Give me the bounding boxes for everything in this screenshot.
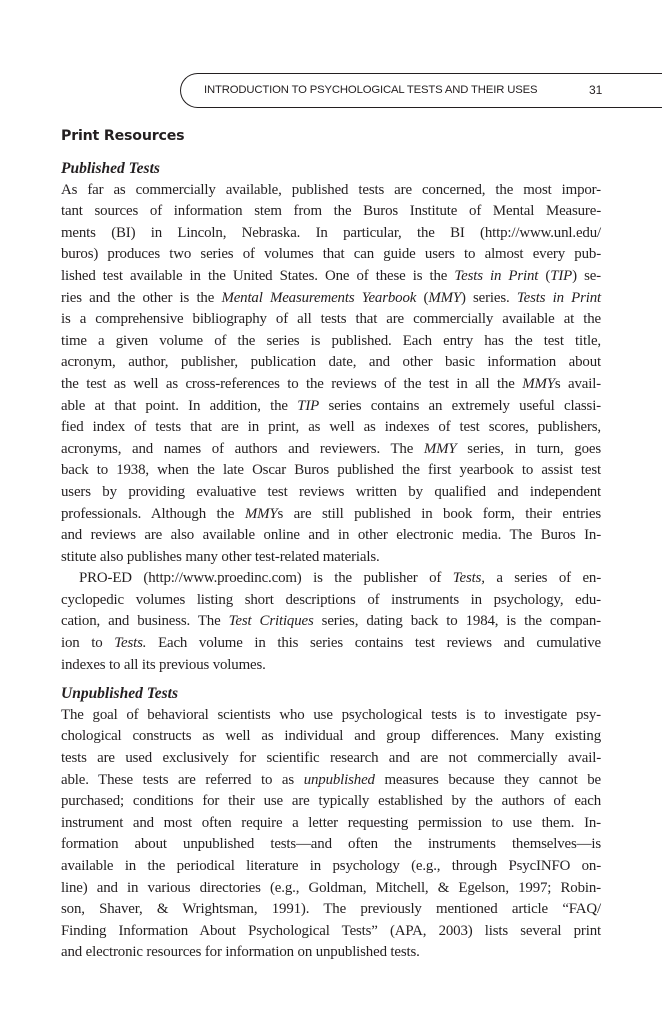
text-segment: buros) produces two series of volumes that can guide users to almost every pub- (61, 246, 601, 263)
running-head-title: INTRODUCTION TO PSYCHOLOGICAL TESTS AND THEIR USES (204, 84, 538, 96)
text-segment: line) and in various directories (e.g., Goldman, Mitchell, & Egelson, 1997; Robin- (61, 879, 601, 896)
text-segment: purchased; conditions for their use are typically established by the authors of each (61, 793, 601, 810)
text-line (61, 791, 601, 813)
text-segment: formation about unpublished tests—and often the instruments themselves—is (61, 836, 601, 853)
text-segment: ments (BI) in Lincoln, Nebraska. In particular, the BI (http://www.unl.edu/ (61, 224, 601, 241)
text-segment: PRO-ED (http://www.proedinc.com) is the publisher of (79, 570, 453, 587)
text-segment: acronym, author, publisher, publication date, and other basic information about (61, 354, 601, 371)
page-number: 31 (589, 83, 603, 97)
text-segment: lished test available in the United States. One of these is the (61, 267, 455, 284)
section-heading: Print Resources (61, 128, 185, 144)
italic-text: Tests, (452, 570, 485, 587)
text-segment: series contains an extremely useful classi- (319, 397, 601, 414)
text-line (61, 611, 601, 633)
text-line (61, 223, 601, 245)
text-segment: ) series. (460, 289, 517, 306)
text-line (61, 878, 601, 900)
text-line (61, 705, 601, 727)
paragraph (61, 180, 601, 569)
text-segment: fied index of tests that are in print, as well as indexes of test scores, publishers, (61, 419, 601, 436)
text-line (61, 482, 601, 504)
text-line (61, 856, 601, 878)
text-segment: instrument and most often require a letter requesting permission to use them. In- (61, 814, 601, 831)
text-line (61, 180, 601, 202)
italic-text: MMY (423, 440, 457, 457)
text-segment: ion to (61, 635, 115, 652)
text-segment: time a given volume of the series is published. Each entry has the test title, (61, 332, 601, 349)
text-segment: tests are used exclusively for scientific research and are not commercially avail- (61, 750, 601, 767)
italic-text: Tests in Print (516, 289, 602, 306)
italic-text: MMY (522, 375, 555, 392)
text-line (61, 568, 601, 590)
text-segment: stitute also publishes many other test-related materials. (61, 548, 380, 565)
text-line (61, 726, 601, 748)
text-segment: ries and the other is the (61, 289, 222, 306)
text-segment: available in the periodical literature in psychology (e.g., through PsycINFO on- (61, 858, 601, 874)
text-line (61, 352, 601, 374)
text-segment: ( (416, 289, 429, 306)
text-segment: measures because they cannot be (374, 771, 602, 788)
italic-text: Tests. (114, 635, 147, 652)
text-line (61, 834, 601, 856)
text-line (61, 899, 601, 921)
text-segment: son, Shaver, & Wrightsman, 1991). The previously mentioned article “FAQ/ (61, 901, 601, 918)
text-segment: back to 1938, when the late Oscar Buros published the first yearbook to assist test (61, 462, 601, 479)
text-line (61, 813, 601, 835)
text-line (61, 288, 601, 310)
text-segment: The goal of behavioral scientists who use psychological tests is to investigate psy- (61, 706, 601, 723)
text-line (61, 770, 601, 792)
text-line (61, 460, 601, 482)
text-segment: able. These tests are referred to as (61, 771, 304, 788)
text-segment: series, in turn, goes (456, 440, 601, 457)
subheading: Unpublished Tests (61, 685, 178, 703)
text-segment: tant sources of information stem from the Buros Institute of Mental Measure- (61, 203, 601, 220)
text-line (61, 525, 601, 547)
text-line (61, 244, 601, 266)
text-line (61, 921, 601, 943)
text-line (61, 655, 601, 677)
italic-text: unpublished (303, 771, 375, 788)
italic-text: MMY (428, 289, 461, 306)
subheading: Published Tests (61, 160, 160, 177)
text-segment: series, dating back to 1984, is the compan- (313, 613, 601, 630)
text-line (61, 633, 601, 655)
text-line (61, 590, 601, 612)
body-blocks (61, 158, 601, 964)
text-segment: able at that point. In addition, the (61, 397, 298, 414)
text-segment: As far as commercially available, published tests are concerned, the most impor- (61, 181, 601, 198)
text-line (61, 309, 601, 331)
italic-text: MMY (244, 505, 278, 522)
text-segment: s avail- (554, 375, 601, 392)
text-line (61, 396, 601, 418)
page-body (61, 128, 601, 964)
text-segment: and electronic resources for information on unpublished tests. (61, 944, 420, 961)
text-segment: cation, and business. The (61, 613, 229, 630)
italic-text: Test Critiques (228, 613, 314, 630)
text-line (61, 504, 601, 526)
italic-text: TIP (297, 397, 320, 414)
text-line (61, 374, 601, 396)
text-segment: is a comprehensive bibliography of all tests that are commercially available at the (61, 311, 601, 328)
text-segment: users by providing evaluative test reviews written by qualified and independent (61, 483, 601, 500)
italic-text: TIP (550, 267, 573, 284)
paragraph (61, 705, 601, 964)
text-segment: and reviews are also available online and in other electronic media. The Buros In- (61, 527, 601, 544)
text-line (61, 201, 601, 223)
italic-text: Mental Measurements Yearbook (221, 289, 417, 306)
text-segment: professionals. Although the (61, 505, 245, 522)
italic-text: Tests in Print (454, 267, 539, 284)
text-segment: the test as well as cross-references to the reviews of the test in all the (61, 375, 523, 392)
text-segment: indexes to all its previous volumes. (61, 656, 266, 673)
text-line (61, 748, 601, 770)
text-segment: ( (538, 267, 551, 284)
text-segment: Finding Information About Psychological Tests” (APA, 2003) lists several print (61, 922, 601, 939)
text-segment: Each volume in this series contains test reviews and cumulative (146, 635, 601, 652)
text-line (61, 547, 601, 569)
text-line (61, 417, 601, 439)
text-segment: chological constructs as well as individual and group differences. Many existing (61, 728, 601, 745)
text-line (61, 439, 601, 461)
text-segment: s are still published in book form, their entries (277, 505, 601, 522)
text-segment: acronyms, and names of authors and reviewers. The (61, 440, 424, 457)
text-line (61, 266, 601, 288)
text-segment: cyclopedic volumes listing short descriptions of instruments in psychology, edu- (61, 591, 601, 608)
running-head (180, 73, 662, 108)
text-line (61, 942, 601, 964)
text-segment: ) se- (572, 267, 601, 284)
paragraph (61, 568, 601, 676)
text-segment: a series of en- (484, 570, 602, 587)
text-line (61, 331, 601, 353)
